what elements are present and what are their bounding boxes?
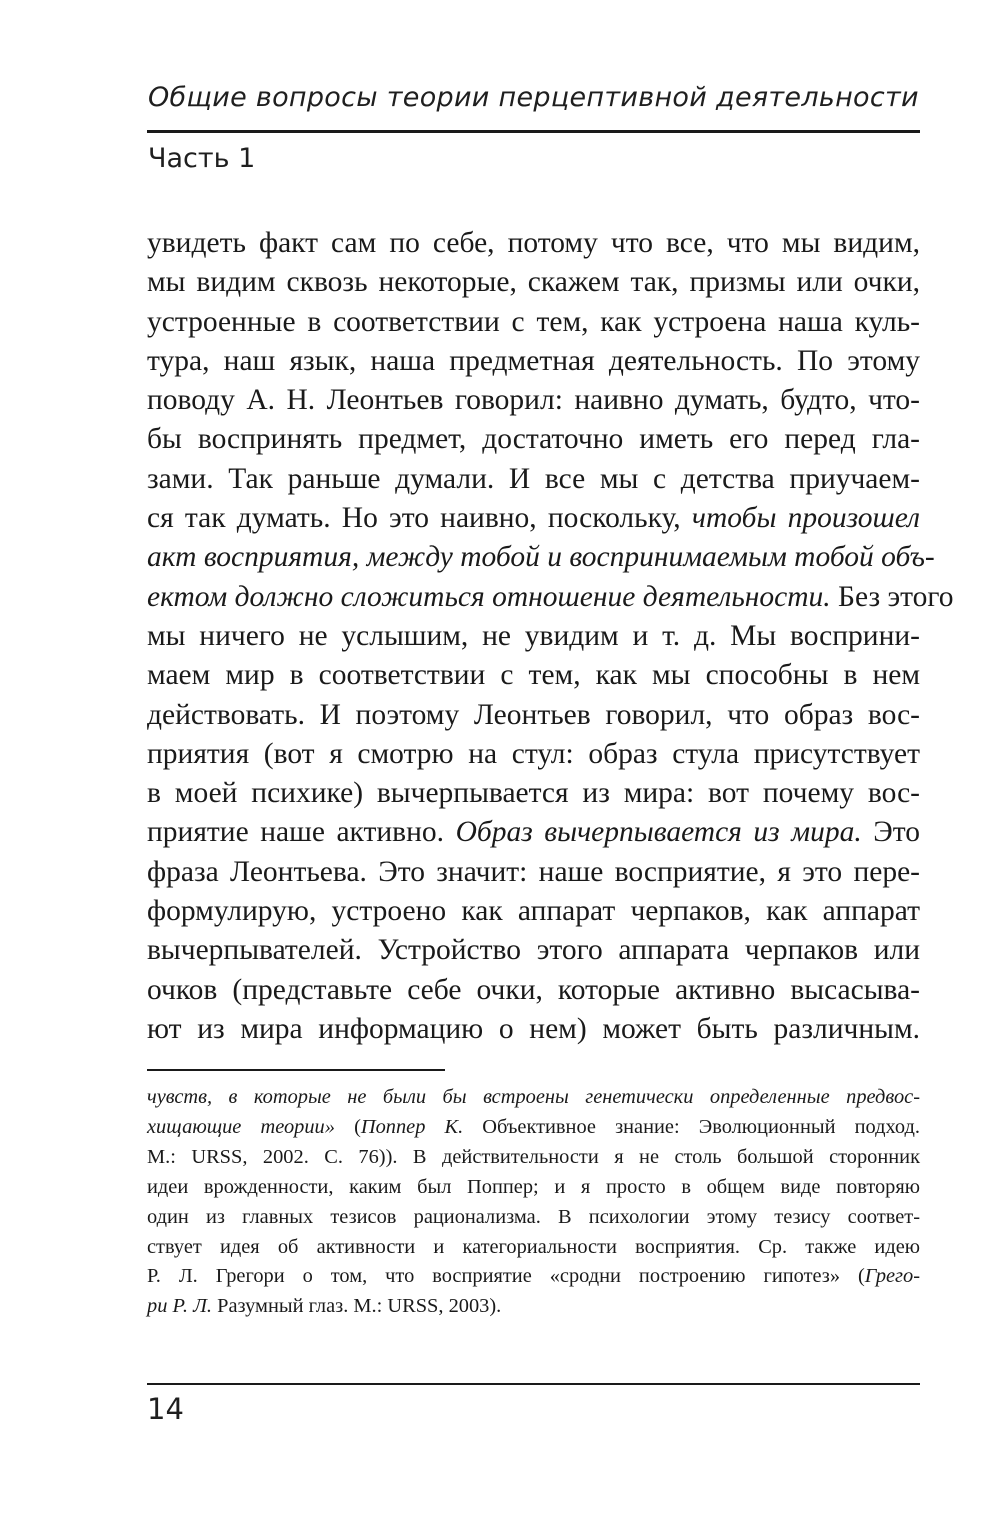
text-line <box>147 892 920 931</box>
italic-text: ектом должно сложиться отношение деятельности. <box>147 580 831 613</box>
text-line <box>147 1173 920 1203</box>
text-segment: один из главных тезисов рационализма. В психологии этому тезису соответ- <box>147 1205 920 1228</box>
header-rule <box>147 130 920 133</box>
italic-text: чувств, в которые не были бы встроены генетически определенные предвос- <box>147 1086 920 1108</box>
text-segment: ся так думать. Но это наивно, поскольку, <box>147 502 692 535</box>
text-line <box>147 931 920 970</box>
main-text <box>147 224 954 1049</box>
text-line <box>147 1233 920 1263</box>
text-segment: приятие наше активно. <box>147 816 456 849</box>
text-segment: Разумный глаз. М.: URSS, 2003). <box>212 1295 502 1318</box>
text-line <box>147 578 954 617</box>
italic-text: ри Р. Л. <box>147 1295 213 1318</box>
text-line <box>147 1010 920 1049</box>
text-segment: формулирую, устроено как аппарат черпаков, как аппарат <box>147 895 920 928</box>
text-segment: ют из мира информацию о нем) может быть различным. <box>147 1012 920 1045</box>
text-line <box>147 538 935 577</box>
text-line <box>147 617 920 656</box>
text-segment: идеи врожденности, каким был Поппер; и я просто в общем виде повторяю <box>147 1175 920 1198</box>
text-segment: ( <box>334 1115 361 1138</box>
text-line <box>147 460 920 499</box>
text-segment: Это <box>861 816 920 849</box>
text-segment: вычерпывателей. Устройство этого аппарата черпаков или <box>147 934 920 967</box>
italic-text: Грего- <box>864 1265 920 1288</box>
text-line <box>147 853 920 892</box>
text-segment: Р. Л. Грегори о том, что восприятие «сродни построению гипотез» ( <box>147 1265 865 1288</box>
text-line <box>147 1292 920 1322</box>
text-line <box>147 420 920 459</box>
part-label: Часть 1 <box>148 143 256 174</box>
text-line <box>147 1113 920 1143</box>
text-line <box>147 342 920 381</box>
footnote-text <box>147 1083 920 1322</box>
text-segment: ствует идея об активности и категориальности восприятия. Ср. также идею <box>147 1235 920 1258</box>
text-line <box>147 813 920 852</box>
text-line <box>147 224 920 263</box>
text-line <box>147 1083 920 1113</box>
text-segment: бы воспринять предмет, достаточно иметь его перед гла- <box>147 423 920 456</box>
text-line <box>147 303 920 342</box>
italic-text: Образ вычерпывается из мира. <box>455 816 862 849</box>
text-segment: Без этого <box>830 580 954 613</box>
text-line <box>147 1262 920 1292</box>
page-number: 14 <box>147 1392 184 1426</box>
text-line <box>147 735 920 774</box>
text-line <box>147 656 920 695</box>
text-line <box>147 774 920 813</box>
text-line <box>147 1143 920 1173</box>
italic-text: Поппер К. <box>360 1115 464 1138</box>
text-line <box>147 263 920 302</box>
text-line <box>147 499 920 538</box>
text-segment: тура, наш язык, наша предметная деятельность. По этому <box>147 344 920 377</box>
italic-text: чтобы произошел <box>691 502 920 535</box>
text-line <box>147 696 920 735</box>
text-segment: устроенные в соответствии с тем, как устроена наша куль- <box>147 305 920 338</box>
text-line <box>147 1203 920 1233</box>
italic-text: хищающие теории» <box>147 1115 335 1138</box>
text-segment: фраза Леонтьева. Это значит: наше восприятие, я это пере- <box>147 855 920 888</box>
text-segment: зами. Так раньше думали. И все мы с детства приучаем- <box>147 462 920 495</box>
text-segment: действовать. И поэтому Леонтьев говорил, что образ вос- <box>147 698 920 731</box>
text-segment: приятия (вот я смотрю на стул: образ стула присутствует <box>147 737 920 770</box>
text-segment: очков (представьте себе очки, которые активно высасыва- <box>147 973 920 1006</box>
text-segment: Объективное знание: Эволюционный подход. <box>463 1115 920 1138</box>
text-line <box>147 381 920 420</box>
running-title: Общие вопросы теории перцептивной деятельности <box>148 82 919 113</box>
footer-rule <box>147 1383 920 1385</box>
italic-text: акт восприятия, между тобой и воспринимаемым тобой объ- <box>147 541 935 574</box>
text-segment: мы ничего не услышим, не увидим и т. д. Мы восприни- <box>147 619 920 652</box>
text-segment: мы видим сквозь некоторые, скажем так, призмы или очки, <box>147 266 920 299</box>
text-line <box>147 971 920 1010</box>
text-segment: в моей психике) вычерпывается из мира: вот почему вос- <box>147 777 920 810</box>
text-segment: маем мир в соответствии с тем, как мы способны в нем <box>147 659 920 692</box>
text-segment: увидеть факт сам по себе, потому что все, что мы видим, <box>147 227 920 259</box>
text-segment: поводу А. Н. Леонтьев говорил: наивно думать, будто, что- <box>147 384 920 417</box>
text-segment: М.: URSS, 2002. С. 76)). В действительности я не столь большой сторонник <box>147 1145 920 1168</box>
footnote-rule <box>147 1069 445 1071</box>
